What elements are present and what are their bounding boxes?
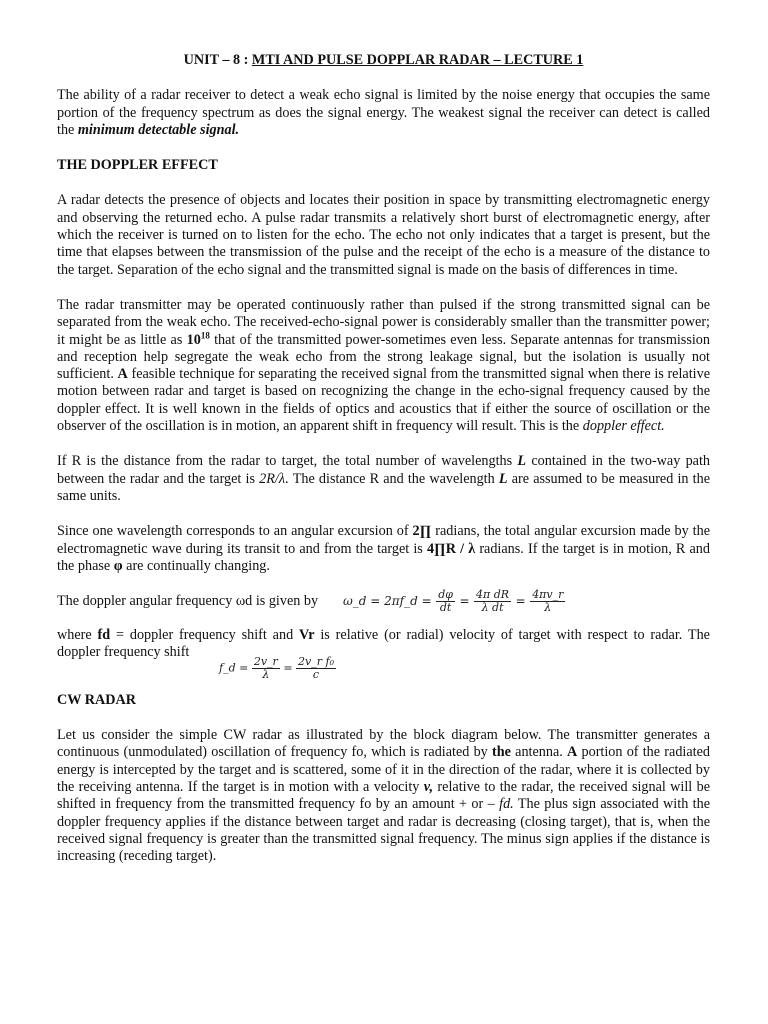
paragraph-pulse-radar: A radar detects the presence of objects and locates their position in space by transmitting electromagnetic energy and observing the returned echo. A pulse radar transmits a relatively short burst of electromagnetic energy, after which the receiver is turned on to listen for the echo. The echo not only indicates that a target is present, but the time that elapses between the transmission of the pulse and the receipt of the echo is a measure of the distance to the target. Separation of the echo signal and the transmitted signal is made on the basis of differences in time. [57,192,710,278]
paragraph-wavelengths: If R is the distance from the radar to target, the total number of wavelengths L contained in the two-way path between the radar and the target is 2R/λ. The distance R and the wavelength L are assumed to be measured in the same units. [57,453,710,504]
power-ratio: $10^{18}$ [186,329,210,348]
paragraph-angular-excursion: Since one wavelength corresponds to an angular excursion of 2∏ radians, the total angular excursion made by the electromagnetic wave during its transit to and from the target is 4∏R / λ radians. If the target is in motion, R and the phase φ are continually changing. [57,523,710,574]
term-doppler-effect: doppler effect. [582,418,665,435]
title-underlined: MTI AND PULSE DOPPLAR RADAR – LECTURE 1 [251,52,584,68]
page-title: UNIT – 8 : MTI AND PULSE DOPPLAR RADAR – LECTURE 1 [183,52,584,68]
doppler-frequency-equation-line [57,654,710,692]
heading-cw-radar: CW RADAR [57,691,136,708]
paragraph-cw-transmitter: The radar transmitter may be operated continuously rather than pulsed if the strong transmitted signal can be separated from the weak echo. The received-echo-signal power is considerably smaller than the transmitter power; it might be as little as $10^{18}$ that of the transmitted power-sometimes even less. Separate antennas for transmission and reception help segregate the weak echo from the strong leakage signal, but the isolation is usually not sufficient. A feasible technique for separating the received signal from the transmitted signal when there is relative motion between radar and target is based on recognizing the change in the echo-signal frequency caused by the doppler effect. It is well known in the fields of optics and acoustics that if either the source of oscillation or the observer of the oscillation is in motion, an apparent shift in frequency will result. This is the doppler effect. [57,296,710,435]
term-minimum-detectable-signal: minimum detectable signal. [77,121,240,138]
paragraph-intro: The ability of a radar receiver to detect a weak echo signal is limited by the noise energy that occupies the same portion of the frequency spectrum as does the signal energy. The weakest signal the receiver can detect is called the minimum detectable signal. [57,87,710,138]
equation-angular-frequency: ω_d = 2πf_d = $\frac{d\varphi}{dt}$ = $\frac{\text{4π dR}}{\text{λ dt}}$ = $\frac{4\pi v\_r}{\lambda}$ [343,588,564,615]
paragraph-doppler-shift: where fd = doppler frequency shift and Vr is relative (or radial) velocity of target with respect to radar. The doppler frequency shift [57,627,710,661]
equation-doppler-frequency: f_d = $\frac{2v\_r}{\lambda}$ = $\frac{\text{2v\_r f₀}}{c}$ [219,654,334,681]
paragraph-cw-radar: Let us consider the simple CW radar as illustrated by the block diagram below. The transmitter generates a continuous (unmodulated) oscillation of frequency fo, which is radiated by the antenna. A portion of the radiated energy is intercepted by the target and is scattered, some of it in the direction of the radar, where it is collected by the receiving antenna. If the target is in motion with a velocity v, relative to the radar, the received signal will be shifted in frequency from the transmitted frequency fo by an amount + or – fd. The plus sign associated with the doppler frequency applies if the distance between target and radar is decreasing (closing target), that is, when the received signal frequency is greater than the transmitted signal frequency. The minus sign applies if the distance is increasing (receding target). [57,727,711,865]
doppler-angular-frequency-line: The doppler angular frequency ωd is given by ω_d = 2πf_d = $\frac{d\varphi}{dt}$ = $\frac{\text{4π dR}}{\text{λ dt}}$ = $\frac{4\pi v\_r}{\lambda}$ [57,588,564,615]
heading-doppler-effect: THE DOPPLER EFFECT [57,157,218,174]
